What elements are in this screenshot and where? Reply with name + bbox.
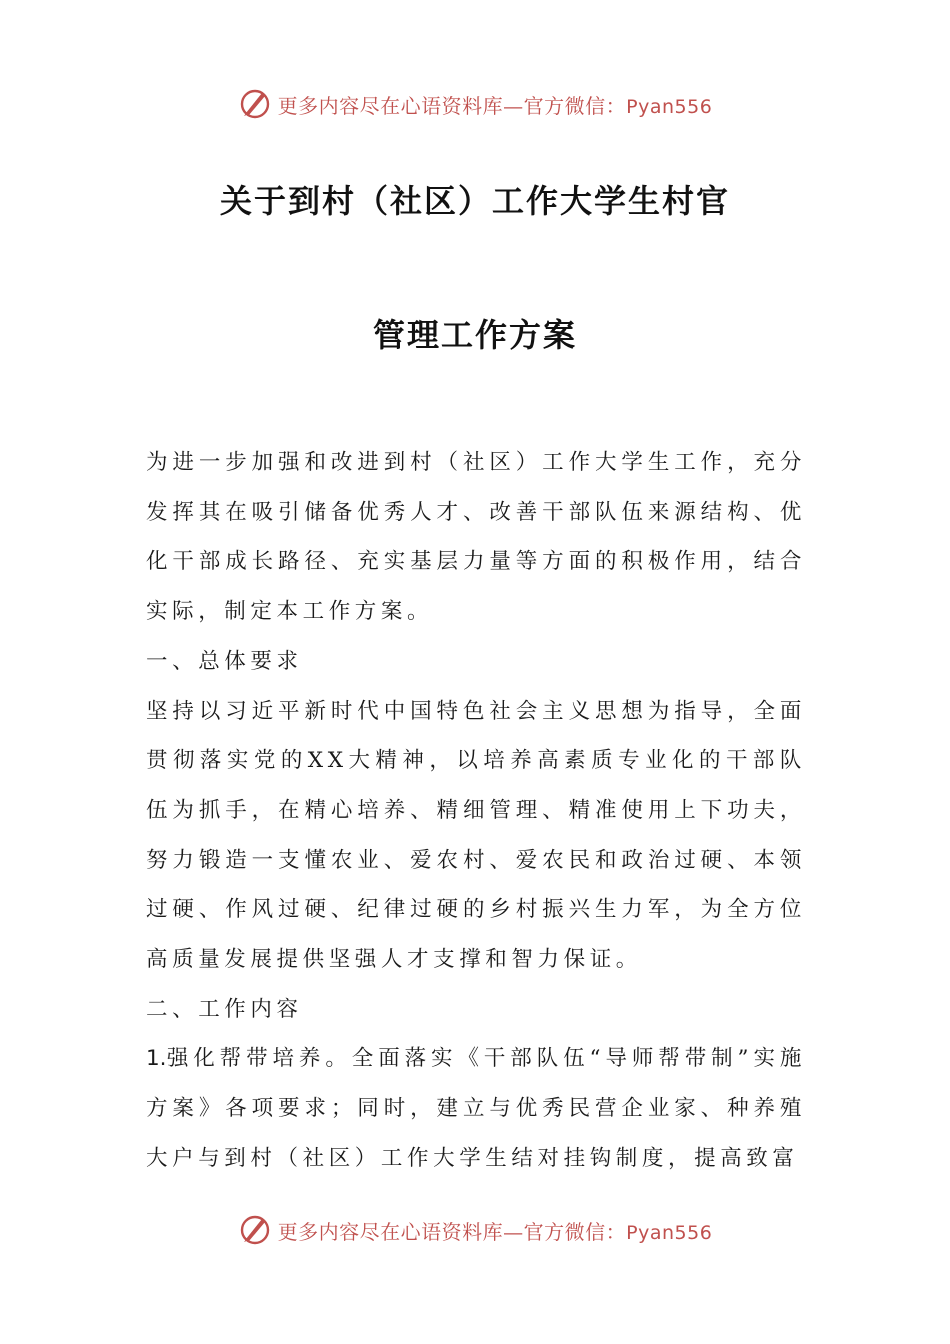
general-requirements-paragraph: 坚持以习近平新时代中国特色社会主义思想为指导，全面贯彻落实党的XX大精神，以培养高素质专业化的干部队伍为抓手，在精心培养、精细管理、精准使用上下功夫，努力锻造一支懂农业、爱农村、爱农民和政治过硬、本领过硬、作风过硬、纪律过硬的乡村振兴生力军，为全方位高质量发展提供坚强人才支撑和智力保证。 bbox=[146, 698, 806, 973]
footer-watermark bbox=[0, 1210, 950, 1250]
watermark-text: 更多内容尽在心语资料库—官方微信：Pyan556 bbox=[277, 93, 713, 118]
quill-pen-seal-icon bbox=[238, 1213, 272, 1247]
work-content-item-1 bbox=[146, 1034, 806, 1183]
watermark-wechat-id: Pyan556 bbox=[626, 1221, 713, 1244]
watermark-text: 更多内容尽在心语资料库—官方微信：Pyan556 bbox=[277, 1219, 713, 1244]
section-heading-work-content: 二、工作内容 bbox=[146, 996, 303, 1022]
intro-paragraph: 为进一步加强和改进到村（社区）工作大学生工作，充分发挥其在吸引储备优秀人才、改善干部队伍来源结构、优化干部成长路径、充实基层力量等方面的积极作用，结合实际，制定本工作方案。 bbox=[146, 450, 806, 625]
item-text: 强化帮带培养。全面落实《干部队伍“导师帮带制”实施方案》各项要求；同时，建立与优秀民营企业家、种养殖大户与到村（社区）工作大学生结对挂钩制度，提高致富 bbox=[146, 1046, 806, 1171]
document-title-line-1: 关于到村（社区）工作大学生村官 bbox=[219, 182, 730, 220]
document-title-line-2: 管理工作方案 bbox=[372, 316, 577, 354]
item-number: 1. bbox=[146, 1046, 167, 1072]
header-watermark bbox=[0, 84, 950, 124]
section-heading-general-requirements: 一、总体要求 bbox=[146, 648, 303, 674]
watermark-wechat-id: Pyan556 bbox=[626, 95, 713, 118]
document-body bbox=[146, 438, 806, 1184]
quill-pen-seal-icon bbox=[238, 87, 272, 121]
